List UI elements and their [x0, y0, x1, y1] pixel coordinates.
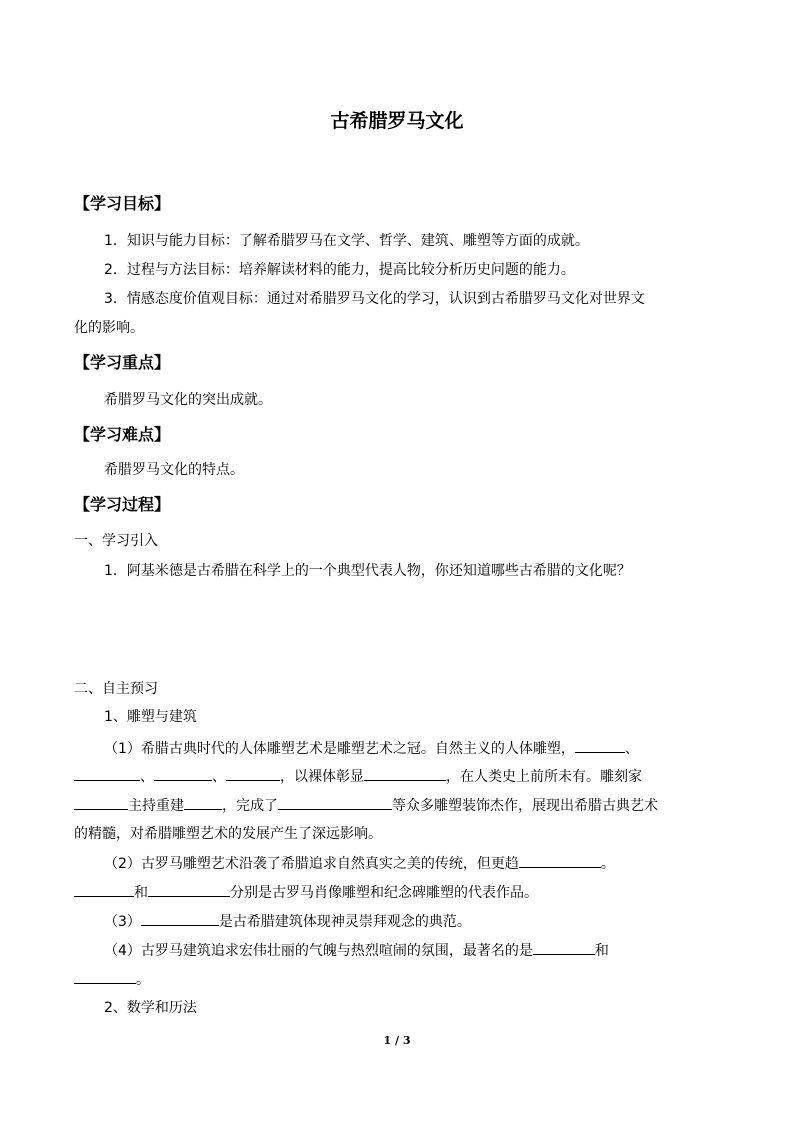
p1-text-g: 主持重建	[128, 798, 184, 814]
page-title: 古希腊罗马文化	[330, 110, 464, 132]
key-points-heading: 【学习重点】	[74, 353, 171, 372]
answer-blank[interactable]	[74, 882, 134, 897]
p1-line3	[74, 795, 658, 816]
p1-text-i: 等众多雕塑装饰杰作，展现出希腊古典艺术	[392, 798, 658, 814]
p4-line1	[104, 940, 609, 961]
difficulties-heading: 【学习难点】	[74, 425, 171, 444]
p2-line1	[104, 853, 615, 874]
p4-text-b: 和	[594, 943, 609, 959]
answer-blank[interactable]	[154, 766, 212, 781]
p4-text-a: （4）古罗马建筑追求宏伟壮丽的气魄与热烈喧闹的氛围，最著名的是	[104, 943, 533, 959]
sub-heading-sculpture: 1、雕塑与建筑	[104, 709, 197, 725]
p1-sep: 、	[212, 769, 226, 785]
intro-title: 一、学习引入	[74, 533, 158, 549]
p1-line2	[74, 766, 642, 787]
p1-text-h: ，完成了	[222, 798, 278, 814]
p2-line2	[74, 882, 538, 903]
p1-line4: 的精髓，对希腊雕塑艺术的发展产生了深远影响。	[74, 826, 382, 842]
answer-blank[interactable]	[226, 766, 280, 781]
p2-text-c: 和	[134, 885, 148, 901]
p1-sep: 、	[624, 741, 639, 757]
p4-line2	[74, 969, 150, 990]
difficulties-text: 希腊罗马文化的特点。	[104, 462, 244, 478]
answer-blank[interactable]	[184, 795, 222, 810]
answer-blank[interactable]	[575, 738, 625, 753]
answer-blank[interactable]	[74, 766, 140, 781]
p1-text-f: ，在人类史上前所未有。雕刻家	[446, 769, 642, 785]
answer-blank[interactable]	[519, 853, 601, 868]
intro-question: 1．阿基米德是古希腊在科学上的一个典型代表人物，你还知道哪些古希腊的文化呢？	[104, 563, 631, 579]
page-number: 1 / 3	[383, 1034, 411, 1047]
objective-item-2: 2．过程与方法目标：培养解读材料的能力，提高比较分析历史问题的能力。	[104, 262, 575, 278]
p1-text-a: （1）希腊古典时代的人体雕塑艺术是雕塑艺术之冠。自然主义的人体雕塑，	[104, 741, 575, 757]
p4-text-c: 。	[136, 972, 150, 988]
key-points-text: 希腊罗马文化的突出成就。	[104, 392, 272, 408]
objectives-heading: 【学习目标】	[74, 194, 171, 213]
answer-blank[interactable]	[278, 795, 392, 810]
sub-heading-math: 2、数学和历法	[104, 1000, 197, 1016]
p2-text-b: 。	[600, 856, 615, 872]
objective-item-1: 1．知识与能力目标：了解希腊罗马在文学、哲学、建筑、雕塑等方面的成就。	[104, 233, 589, 249]
p3-text-b: 是古希腊建筑体现神灵崇拜观念的典范。	[218, 914, 471, 930]
preview-title: 二、自主预习	[74, 681, 158, 697]
answer-blank[interactable]	[364, 766, 446, 781]
p1-text-e: ，以裸体彰显	[280, 769, 364, 785]
objective-item-3-cont: 化的影响。	[74, 320, 144, 336]
p2-text-d: 分别是古罗马肖像雕塑和纪念碑雕塑的代表作品。	[230, 885, 538, 901]
answer-blank[interactable]	[74, 795, 128, 810]
answer-blank[interactable]	[74, 969, 136, 984]
p3-text-a: （3）	[104, 914, 141, 930]
answer-blank[interactable]	[148, 882, 230, 897]
answer-blank[interactable]	[533, 940, 595, 955]
answer-blank[interactable]	[141, 911, 219, 926]
p1-sep: 、	[140, 769, 154, 785]
p2-text-a: （2）古罗马雕塑艺术沿袭了希腊追求自然真实之美的传统，但更趋	[104, 856, 519, 872]
process-heading: 【学习过程】	[74, 495, 171, 514]
p1-line1	[104, 738, 639, 759]
p3-line1	[104, 911, 471, 932]
objective-item-3: 3．情感态度价值观目标：通过对希腊罗马文化的学习，认识到古希腊罗马文化对世界文	[104, 291, 645, 307]
